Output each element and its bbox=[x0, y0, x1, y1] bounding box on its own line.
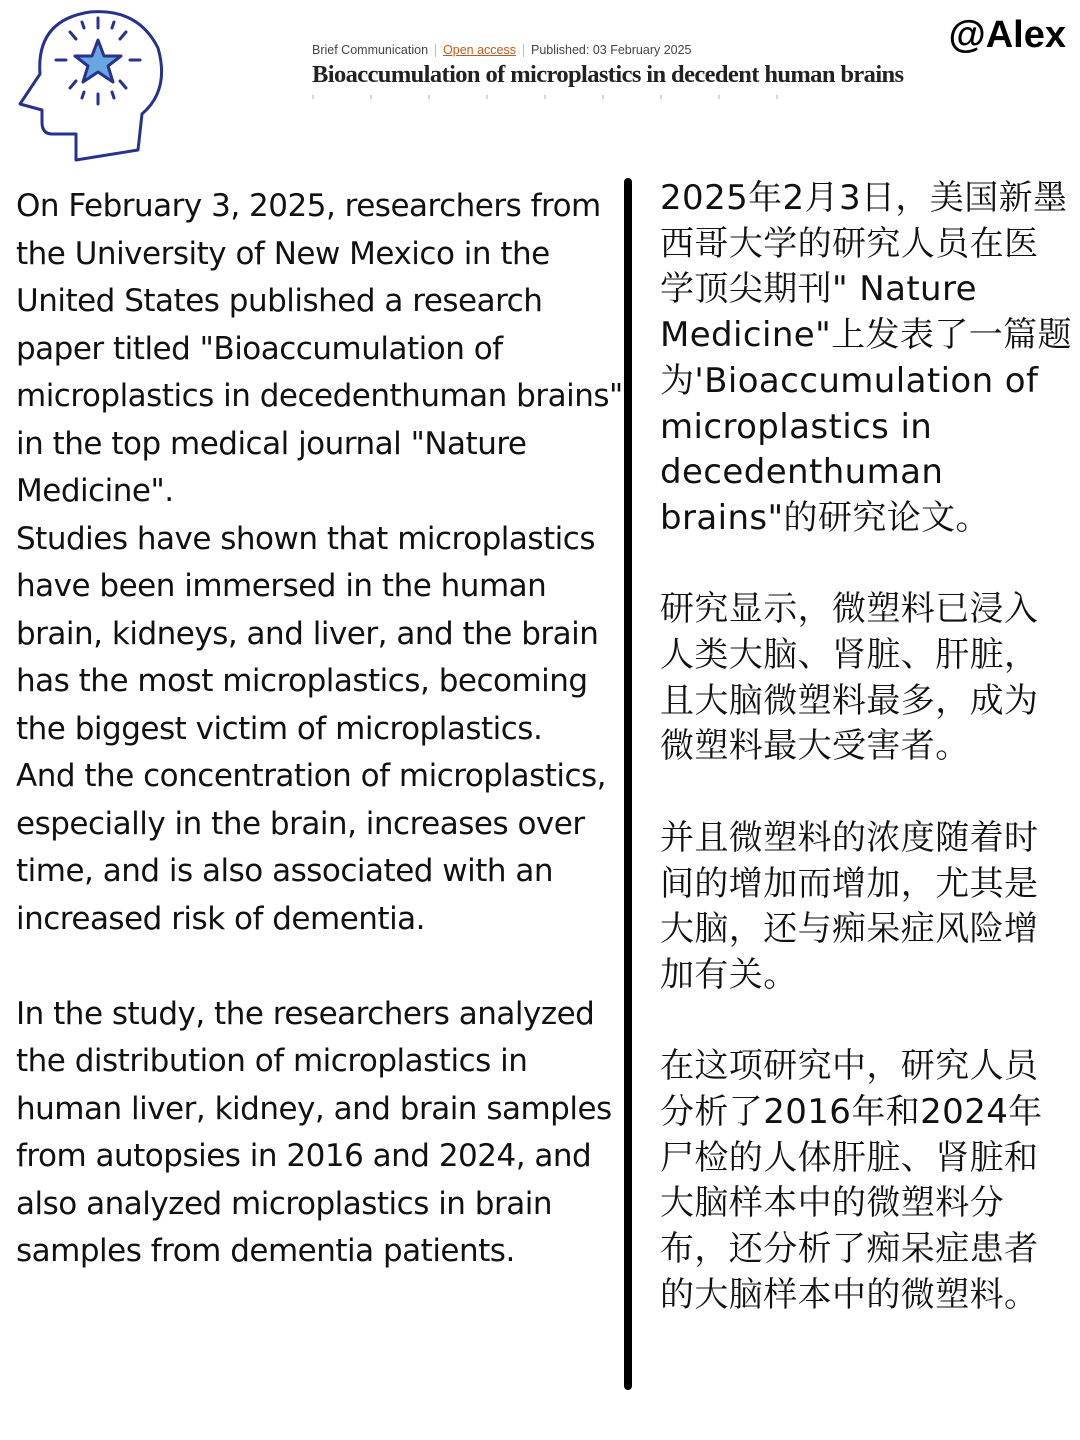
english-text-column bbox=[16, 183, 628, 1276]
brain-star-logo-icon bbox=[12, 0, 168, 170]
chinese-paragraph: 2025年2月3日，美国新墨西哥大学的研究人员在医学顶尖期刊" Nature Medicine"上发表了一篇题为'Bioaccumulation of microplastics in decedenthuman brains"的研究论文。 bbox=[660, 178, 1072, 538]
english-paragraph: Studies have shown that microplastics have been immersed in the human brain, kidneys, and liver, and the brain has the most microplastics, becoming the biggest victim of microplastics. bbox=[16, 520, 599, 747]
open-access-link[interactable]: Open access bbox=[443, 43, 516, 57]
english-paragraph: In the study, the researchers analyzed the distribution of microplastics in human liver, kidney, and brain samples from autopsies in 2016 and 2024, and also analyzed microplastics in brain samples from dementia patients. bbox=[16, 995, 612, 1269]
chinese-paragraph: 研究显示，微塑料已浸入人类大脑、肾脏、肝脏，且大脑微塑料最多，成为微塑料最大受害者。 bbox=[660, 589, 1039, 767]
article-type: Brief Communication bbox=[312, 43, 429, 57]
chinese-paragraph: 在这项研究中，研究人员分析了2016年和2024年尸检的人体肝脏、肾脏和大脑样本中的微塑料分布，还分析了痴呆症患者的大脑样本中的微塑料。 bbox=[660, 1046, 1043, 1315]
chinese-text-column bbox=[660, 176, 1072, 1364]
published-date: Published: 03 February 2025 bbox=[530, 43, 692, 57]
paper-meta bbox=[312, 43, 912, 57]
english-paragraph: On February 3, 2025, researchers from the University of New Mexico in the United States published a research paper titled "Bioaccumulation of microplastics in decedenthuman brains" in the top medical journal "Nature Medicine". bbox=[16, 188, 623, 509]
paper-title: Bioaccumulation of microplastics in decedent human brains bbox=[312, 61, 904, 88]
author-handle: @Alex bbox=[948, 14, 1066, 56]
paper-header bbox=[312, 43, 912, 99]
english-paragraph: And the concentration of microplastics, especially in the brain, increases over time, and is also associated with an increased risk of dementia. bbox=[16, 758, 607, 937]
chinese-paragraph: 并且微塑料的浓度随着时间的增加而增加，尤其是大脑，还与痴呆症风险增加有关。 bbox=[660, 817, 1039, 995]
cropped-text-line bbox=[312, 95, 832, 99]
column-divider bbox=[624, 178, 632, 1390]
